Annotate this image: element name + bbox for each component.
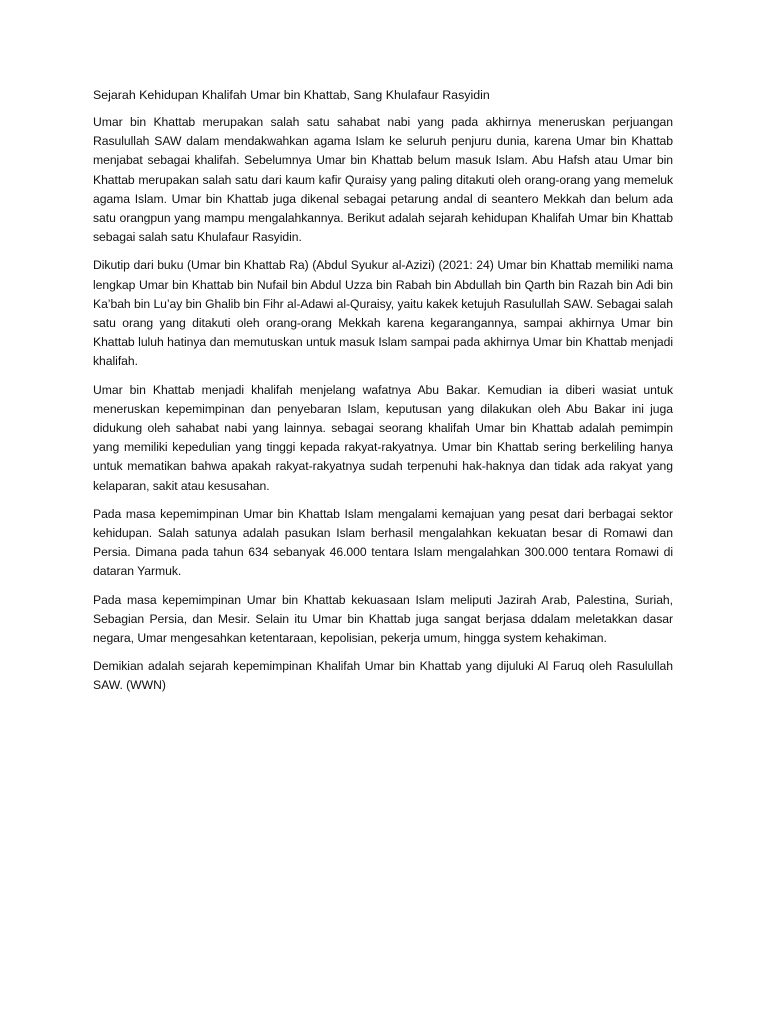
paragraph-1: Umar bin Khattab merupakan salah satu sahabat nabi yang pada akhirnya meneruskan perjuangan Rasulullah SAW dalam mendakwahkan agama Islam ke seluruh penjuru dunia, karena Umar bin Khattab menjabat sebagai khalifah. Sebelumnya Umar bin Khattab belum masuk Islam. Abu Hafsh atau Umar bin Khattab merupakan salah satu dari kaum kafir Quraisy yang paling ditakuti oleh orang-orang yang memeluk agama Islam. Umar bin Khattab juga dikenal sebagai petarung andal di seantero Mekkah dan belum ada satu orangpun yang mampu mengalahkannya. Berikut adalah sejarah kehidupan Khalifah Umar bin Khattab sebagai salah satu Khulafaur Rasyidin.: [93, 115, 673, 245]
paragraph-5: Pada masa kepemimpinan Umar bin Khattab kekuasaan Islam meliputi Jazirah Arab, Palestina, Suriah, Sebagian Persia, dan Mesir. Selain itu Umar bin Khattab juga sangat berjasa ddalam meletakkan dasar negara, Umar mengesahkan ketentaraan, kepolisian, pekerja umum, hingga system kehakiman.: [93, 592, 673, 646]
paragraph-3: Umar bin Khattab menjadi khalifah menjelang wafatnya Abu Bakar. Kemudian ia diberi wasiat untuk meneruskan kepemimpinan dan penyebaran Islam, keputusan yang dilakukan oleh Abu Bakar ini juga didukung oleh sahabat nabi yang lainnya. sebagai seorang khalifah Umar bin Khattab adalah pemimpin yang memiliki kepedulian yang tinggi kepada rakyat-rakyatnya. Umar bin Khattab sering berkeliling hanya untuk mematikan bahwa apakah rakyat-rakyatnya sudah terpenuhi hak-haknya dan tidak ada rakyat yang kelaparan, sakit atau kesusahan.: [93, 382, 673, 493]
paragraph-2: Dikutip dari buku (Umar bin Khattab Ra) (Abdul Syukur al-Azizi) (2021: 24) Umar bin Khattab memiliki nama lengkap Umar bin Khattab bin Nufail bin Abdul Uzza bin Rabah bin Abdullah bin Qarth bin Razah bin Adi bin Ka’bah bin Lu’ay bin Ghalib bin Fihr al-Adawi al-Quraisy, yaitu kakek ketujuh Rasulullah SAW. Sebagai salah satu orang yang ditakuti oleh orang-orang Mekkah karena kegarangannya, sampai akhirnya Umar bin Khattab luluh hatinya dan memutuskan untuk masuk Islam sampai pada akhirnya Umar bin Khattab menjadi khalifah.: [93, 258, 673, 369]
document-title: Sejarah Kehidupan Khalifah Umar bin Khattab, Sang Khulafaur Rasyidin: [93, 88, 490, 102]
paragraph-6: Demikian adalah sejarah kepemimpinan Khalifah Umar bin Khattab yang dijuluki Al Faruq oleh Rasulullah SAW. (WWN): [93, 659, 673, 693]
paragraph-4: Pada masa kepemimpinan Umar bin Khattab Islam mengalami kemajuan yang pesat dari berbagai sektor kehidupan. Salah satunya adalah pasukan Islam berhasil mengalahkan kekuatan besar di Romawi dan Persia. Dimana pada tahun 634 sebanyak 46.000 tentara Islam mengalahkan 300.000 tentara Romawi di dataran Yarmuk.: [93, 506, 673, 579]
document-page: [93, 86, 673, 705]
